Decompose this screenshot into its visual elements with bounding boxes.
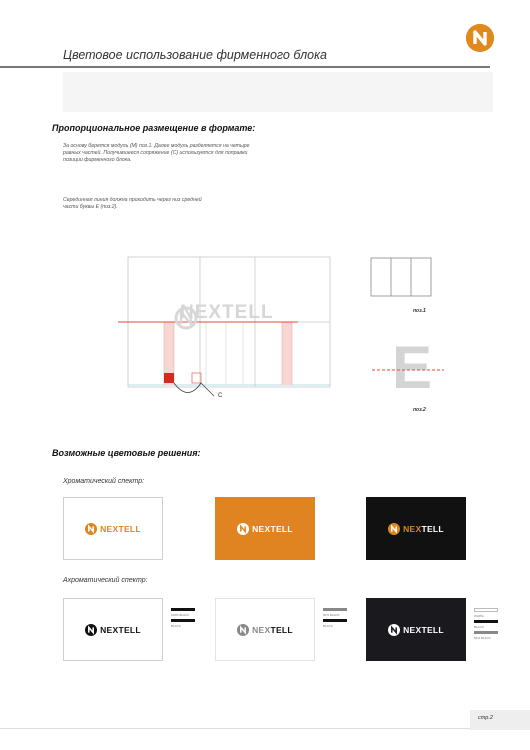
- logo-card-bw-white: [63, 598, 163, 661]
- logo-icon: [85, 523, 97, 535]
- footer-divider: [0, 728, 530, 729]
- logo-card-black: [366, 497, 466, 560]
- chromatic-label: Хроматический спектр:: [63, 478, 145, 485]
- section-heading-layout: Пропорциональное размещение в формате:: [52, 123, 256, 133]
- caption-pos2: поз.2: [413, 407, 426, 413]
- swatch-label: BLACK: [474, 625, 484, 629]
- caption-pos1: поз.1: [413, 308, 426, 314]
- swatch-label: 50% BLACK: [474, 636, 491, 640]
- swatch-label: 50% BLACK: [323, 613, 340, 617]
- swatch-label: WHITE: [474, 614, 484, 618]
- logo-wordmark: NEXTELL: [403, 523, 444, 534]
- logo-card-bw-black: [366, 598, 466, 661]
- swatch-label: BLACK: [171, 624, 181, 628]
- swatch-set-2: [323, 608, 347, 630]
- swatch-set-3: [474, 608, 498, 642]
- letter-e-figure: E: [392, 334, 433, 401]
- title-divider: [0, 66, 490, 68]
- logo-icon: [388, 523, 400, 535]
- page-title: Цветовое использование фирменного блока: [63, 48, 327, 62]
- swatch-label: BLACK: [323, 624, 333, 628]
- achromatic-label: Ахроматический спектр:: [63, 577, 148, 584]
- module-figure-pos1: [370, 257, 432, 299]
- diagram-watermark-text: NEXTELL: [180, 302, 274, 323]
- logo-card-bw-gray: [215, 598, 315, 661]
- logo-icon: [237, 624, 249, 636]
- header-band: [63, 72, 493, 112]
- logo-card-white: [63, 497, 163, 560]
- swatch-label: 100% BLACK: [171, 613, 190, 617]
- section-heading-colors: Возможные цветовые решения:: [52, 448, 201, 458]
- logo-icon: [85, 624, 97, 636]
- page-number: стр.2: [478, 715, 493, 721]
- logo-icon: [388, 624, 400, 636]
- construction-grid-diagram: [118, 252, 343, 402]
- conjugation-label: C: [218, 393, 223, 399]
- brand-logo-icon: [466, 24, 494, 52]
- logo-card-orange: [215, 497, 315, 560]
- center-line-pos2: [372, 368, 444, 372]
- logo-wordmark: NEXTELL: [100, 523, 141, 534]
- layout-paragraph-2: Серединная линия должна проходить через низ средней части буквы E (поз.2).: [63, 197, 202, 210]
- logo-wordmark: NEXTELL: [252, 523, 293, 534]
- logo-wordmark: NEXTELL: [252, 624, 293, 635]
- layout-paragraph-1: За основу берется модуль (M) поз.1. Далее модуль разделяется на четыре равных частей. Получившееся сопряжение (C) используется для поправки позиции фирменного блока.: [63, 143, 250, 163]
- logo-icon: [237, 523, 249, 535]
- swatch-set-1: [171, 608, 195, 630]
- logo-wordmark: NEXTELL: [403, 624, 444, 635]
- logo-wordmark: NEXTELL: [100, 624, 141, 635]
